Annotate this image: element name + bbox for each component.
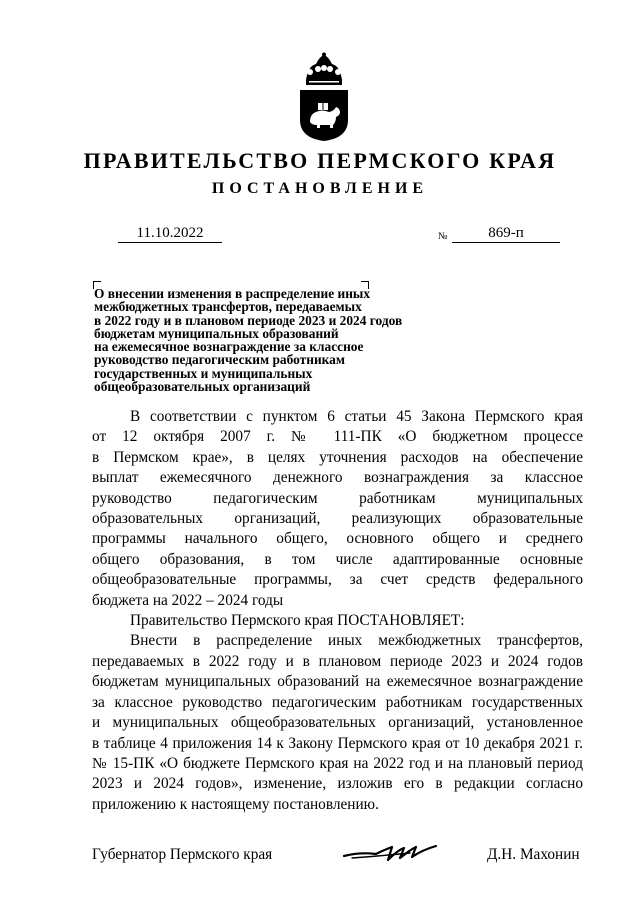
paragraph3-line: передаваемых в 2022 году и в плановом периоде 2023 и 2024 годов <box>92 652 583 670</box>
paragraph1-line: программы начального общего, основного общего и среднего <box>92 530 583 548</box>
document-number: 869-п <box>452 224 560 243</box>
subject-line: в 2022 году и в плановом периоде 2023 и 2024 годов <box>94 312 403 328</box>
paragraph1-line: общего образования, в том числе адаптированные основные <box>92 550 583 568</box>
paragraph3-line: 2023 и 2024 годов», изменение, изложив его в редакции согласно <box>92 775 583 793</box>
paragraph3-line: приложению к настоящему постановлению. <box>92 795 379 813</box>
paragraph3-line: № 15-ПК «О бюджете Пермского края на 2022 год и на плановый период <box>92 754 583 772</box>
paragraph1-line: бюджета на 2022 – 2024 годы <box>92 591 284 609</box>
subject-line: О внесении изменения в распределение иных <box>94 286 371 301</box>
paragraph1-line: руководство педагогическим работникам муниципальных <box>92 489 583 507</box>
paragraph3-line: и муниципальных общеобразовательных организаций, установленное <box>92 714 583 732</box>
subject-line: на ежемесячное вознаграждение за классное <box>94 339 364 355</box>
government-title: ПРАВИТЕЛЬСТВО ПЕРМСКОГО КРАЯ <box>83 148 557 173</box>
paragraph3-line: бюджетам муниципальных образований на ежемесячное вознаграждение <box>92 673 583 691</box>
paragraph1-line: в Пермском крае», в целях уточнения расходов на обеспечение <box>92 448 583 466</box>
number-sign: № <box>438 231 448 242</box>
subject-line: государственных и муниципальных <box>94 365 313 381</box>
subject-line: бюджетам муниципальных образований <box>94 325 339 341</box>
paragraph3-line: за классное руководство педагогическим работникам государственных <box>92 693 583 711</box>
paragraph1-line: от 12 октября 2007 г. № 111-ПК «О бюджетном процессе <box>92 428 583 446</box>
paragraph2: Правительство Пермского края ПОСТАНОВЛЯЕТ: <box>130 612 465 630</box>
signatory-name: Д.Н. Махонин <box>487 846 580 863</box>
subject-line: руководство педагогическим работникам <box>94 352 346 368</box>
subject-line: межбюджетных трансфертов, передаваемых <box>94 299 362 315</box>
paragraph1-line: В соответствии с пунктом 6 статьи 45 Закона Пермского края <box>130 408 583 425</box>
coat-of-arms-icon <box>296 52 352 142</box>
document-date: 11.10.2022 <box>118 224 222 243</box>
document-body <box>92 407 583 815</box>
paragraph1-line: образовательных организаций, реализующих образовательные <box>92 510 583 528</box>
signatory-position: Губернатор Пермского края <box>92 846 273 863</box>
document-type: ПОСТАНОВЛЕНИЕ <box>211 180 429 197</box>
handwritten-signature <box>340 838 440 868</box>
paragraph1-line: выплат ежемесячного денежного вознаграждения за классное <box>92 469 583 487</box>
paragraph1-line: общеобразовательные программы, за счет средств федерального <box>92 571 583 589</box>
paragraph3-line: Внести в распределение иных межбюджетных трансфертов, <box>130 632 583 650</box>
paragraph3-line: в таблице 4 приложения 14 к Закону Пермского края от 10 декабря 2021 г. <box>92 734 583 752</box>
subject-line: общеобразовательных организаций <box>94 379 311 395</box>
document-subject <box>94 287 494 393</box>
